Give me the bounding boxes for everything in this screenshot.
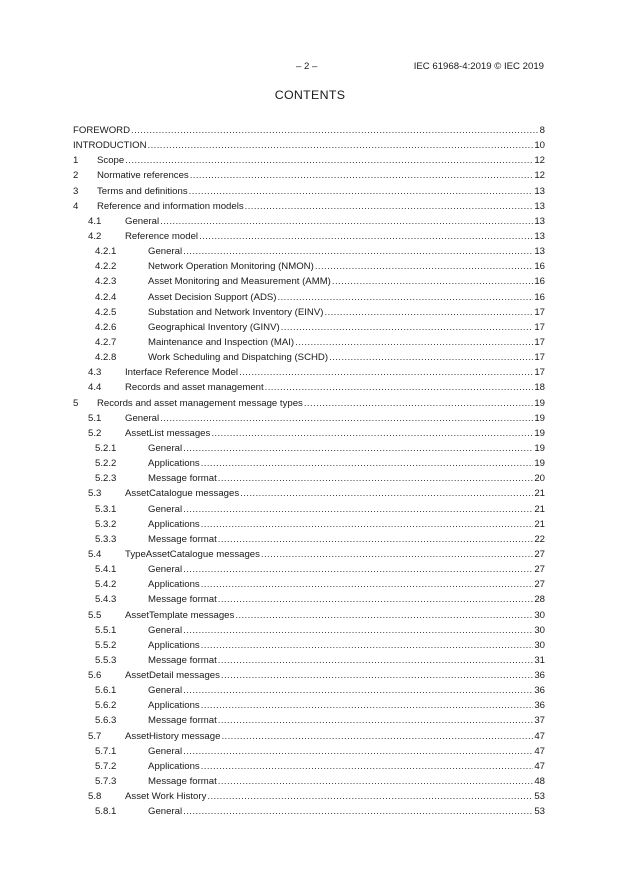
toc-entry-title: Asset Decision Support (ADS)	[148, 291, 277, 303]
toc-dot-leader	[261, 547, 533, 562]
toc-entry-number: 5.6.3	[95, 715, 117, 727]
toc-entry-number: 3	[73, 185, 79, 197]
toc-entry-page: 30	[534, 624, 545, 636]
toc-entry-number: 5.4.3	[95, 594, 117, 606]
toc-entry[interactable]	[73, 441, 545, 456]
toc-entry-number: 5.7.2	[95, 760, 117, 772]
toc-entry-number: 1	[73, 155, 79, 167]
toc-entry-number: 5.6.2	[95, 700, 117, 712]
toc-entry[interactable]	[73, 290, 545, 305]
toc-entry-number: 5.8	[88, 791, 102, 803]
toc-entry-page: 8	[539, 125, 545, 136]
toc-entry[interactable]	[73, 365, 545, 380]
toc-entry[interactable]	[73, 214, 545, 229]
page-header	[0, 61, 620, 75]
toc-entry[interactable]	[73, 623, 545, 638]
toc-entry-title: Message format	[148, 533, 217, 545]
toc-dot-leader	[183, 502, 533, 517]
toc-entry-page: 13	[534, 200, 545, 212]
toc-entry-page: 12	[534, 170, 545, 182]
toc-entry-number: 4.3	[88, 367, 102, 379]
toc-entry-title: Records and asset management message types	[97, 397, 303, 409]
toc-dot-leader	[190, 168, 534, 183]
toc-dot-leader	[183, 562, 533, 577]
toc-entry-page: 28	[534, 594, 545, 606]
toc-entry-title: Maintenance and Inspection (MAI)	[148, 336, 295, 348]
toc-dot-leader	[218, 471, 534, 486]
toc-entry-number: 4.2.6	[95, 321, 117, 333]
toc-dot-leader	[240, 486, 533, 501]
toc-entry-title: Message format	[148, 594, 217, 606]
toc-entry-number: 5.3	[88, 488, 102, 500]
toc-entry-number: 2	[73, 170, 79, 182]
toc-entry[interactable]	[73, 244, 545, 259]
toc-dot-leader	[201, 698, 534, 713]
toc-entry-title: Applications	[148, 639, 200, 651]
toc-dot-leader	[329, 350, 533, 365]
toc-entry[interactable]	[73, 168, 545, 183]
toc-entry-title: AssetCatalogue messages	[125, 488, 240, 500]
toc-entry-number: 4.2.4	[95, 291, 117, 303]
toc-entry-title: Geographical Inventory (GINV)	[148, 321, 280, 333]
toc-entry-number: 5.7	[88, 730, 102, 742]
toc-dot-leader	[281, 320, 534, 335]
toc-entry-page: 47	[534, 745, 545, 757]
toc-entry-title: Substation and Network Inventory (EINV)	[148, 306, 324, 318]
toc-entry-title: General	[148, 246, 183, 258]
toc-entry[interactable]	[73, 259, 545, 274]
toc-entry[interactable]	[73, 502, 545, 517]
toc-entry[interactable]	[73, 759, 545, 774]
toc-entry-title: General	[148, 624, 183, 636]
toc-entry-number: 5.2.1	[95, 442, 117, 454]
page-number: – 2 –	[296, 61, 318, 72]
toc-dot-leader	[332, 274, 533, 289]
toc-dot-leader	[201, 577, 534, 592]
toc-entry-title: General	[148, 564, 183, 576]
toc-entry-title: Applications	[148, 700, 200, 712]
toc-entry-number: 4.1	[88, 215, 102, 227]
toc-entry[interactable]	[73, 789, 545, 804]
toc-entry[interactable]	[73, 653, 545, 668]
toc-entry-title: Work Scheduling and Dispatching (SCHD)	[148, 352, 329, 364]
toc-dot-leader	[201, 638, 534, 653]
toc-entry-number: 4.2.8	[95, 352, 117, 364]
toc-entry-page: 13	[534, 246, 545, 258]
toc-entry-page: 36	[534, 685, 545, 697]
toc-entry[interactable]	[73, 638, 545, 653]
toc-entry-page: 30	[534, 609, 545, 621]
toc-entry[interactable]	[73, 123, 545, 138]
toc-entry-page: 37	[534, 715, 545, 727]
toc-entry-title: FOREWORD	[73, 125, 131, 136]
toc-entry[interactable]	[73, 729, 545, 744]
toc-entry[interactable]	[73, 456, 545, 471]
toc-entry-page: 19	[534, 412, 545, 424]
toc-entry-title: Records and asset management	[125, 382, 264, 394]
toc-entry[interactable]	[73, 138, 545, 153]
toc-entry-number: 5.5	[88, 609, 102, 621]
toc-entry-title: General	[148, 503, 183, 515]
toc-dot-leader	[201, 456, 534, 471]
toc-entry-page: 31	[534, 654, 545, 666]
toc-entry[interactable]	[73, 320, 545, 335]
toc-entry-title: General	[148, 806, 183, 818]
toc-entry-title: General	[148, 745, 183, 757]
toc-entry[interactable]	[73, 274, 545, 289]
toc-entry-page: 19	[534, 442, 545, 454]
toc-entry-title: AssetTemplate messages	[125, 609, 235, 621]
toc-dot-leader	[245, 199, 534, 214]
toc-entry[interactable]	[73, 486, 545, 501]
toc-entry[interactable]	[73, 153, 545, 168]
toc-dot-leader	[148, 138, 534, 153]
toc-entry-title: INTRODUCTION	[73, 140, 147, 152]
toc-dot-leader	[183, 623, 533, 638]
toc-entry-number: 5.5.3	[95, 654, 117, 666]
toc-entry[interactable]	[73, 592, 545, 607]
toc-entry-number: 5.4.1	[95, 564, 117, 576]
toc-entry-number: 5.4.2	[95, 579, 117, 591]
toc-entry-page: 16	[534, 276, 545, 288]
toc-entry-title: AssetList messages	[125, 427, 211, 439]
toc-entry[interactable]	[73, 305, 545, 320]
toc-entry[interactable]	[73, 577, 545, 592]
toc-entry-title: Reference model	[125, 230, 199, 242]
toc-dot-leader	[211, 426, 533, 441]
toc-dot-leader	[183, 744, 533, 759]
toc-entry-title: Applications	[148, 458, 200, 470]
toc-entry-page: 17	[534, 367, 545, 379]
toc-entry[interactable]	[73, 744, 545, 759]
toc-entry-page: 17	[534, 306, 545, 318]
toc-dot-leader	[160, 214, 533, 229]
toc-entry[interactable]	[73, 199, 545, 214]
toc-dot-leader	[315, 259, 534, 274]
toc-entry-title: General	[125, 412, 160, 424]
toc-entry-number: 5.5.1	[95, 624, 117, 636]
toc-entry[interactable]	[73, 426, 545, 441]
toc-entry-page: 16	[534, 261, 545, 273]
toc-dot-leader	[125, 153, 533, 168]
toc-entry-number: 5.3.3	[95, 533, 117, 545]
toc-entry[interactable]	[73, 713, 545, 728]
toc-entry-number: 5.2	[88, 427, 102, 439]
toc-entry-page: 36	[534, 700, 545, 712]
toc-entry-page: 53	[534, 806, 545, 818]
toc-entry[interactable]	[73, 683, 545, 698]
toc-entry-page: 19	[534, 458, 545, 470]
toc-entry-title: Scope	[97, 155, 125, 167]
toc-dot-leader	[183, 683, 533, 698]
toc-entry-number: 4.2.7	[95, 336, 117, 348]
toc-dot-leader	[160, 411, 533, 426]
toc-dot-leader	[201, 759, 534, 774]
toc-entry-title: Message format	[148, 715, 217, 727]
toc-entry[interactable]	[73, 335, 545, 350]
toc-entry-page: 27	[534, 564, 545, 576]
toc-entry-number: 5.7.3	[95, 776, 117, 788]
toc-entry-title: Terms and definitions	[97, 185, 188, 197]
toc-entry[interactable]	[73, 532, 545, 547]
toc-entry[interactable]	[73, 804, 545, 819]
toc-entry-number: 5.5.2	[95, 639, 117, 651]
toc-dot-leader	[183, 804, 533, 819]
toc-entry-page: 16	[534, 291, 545, 303]
toc-entry[interactable]	[73, 184, 545, 199]
toc-entry-page: 20	[534, 473, 545, 485]
toc-dot-leader	[295, 335, 533, 350]
toc-entry-number: 5.7.1	[95, 745, 117, 757]
toc-entry-number: 4	[73, 200, 79, 212]
toc-entry-number: 4.2.1	[95, 246, 117, 258]
toc-entry-title: AssetDetail messages	[125, 670, 220, 682]
toc-dot-leader	[304, 396, 533, 411]
toc-entry-number: 4.4	[88, 382, 102, 394]
toc-entry-page: 21	[534, 518, 545, 530]
toc-dot-leader	[221, 668, 533, 683]
toc-entry[interactable]	[73, 668, 545, 683]
toc-entry-page: 19	[534, 397, 545, 409]
toc-entry-page: 13	[534, 185, 545, 197]
toc-entry-title: Reference and information models	[97, 200, 244, 212]
toc-dot-leader	[324, 305, 533, 320]
toc-entry-page: 36	[534, 670, 545, 682]
toc-dot-leader	[201, 517, 534, 532]
toc-entry[interactable]	[73, 517, 545, 532]
toc-entry-title: Applications	[148, 760, 200, 772]
toc-entry-number: 4.2.3	[95, 276, 117, 288]
toc-entry-title: Interface Reference Model	[125, 367, 239, 379]
toc-entry[interactable]	[73, 350, 545, 365]
toc-entry[interactable]	[73, 396, 545, 411]
toc-entry-page: 47	[534, 760, 545, 772]
toc-entry-page: 47	[534, 730, 545, 742]
toc-entry-title: AssetHistory message	[125, 730, 221, 742]
toc-entry-number: 5.6.1	[95, 685, 117, 697]
toc-dot-leader	[183, 244, 533, 259]
toc-entry[interactable]	[73, 411, 545, 426]
toc-dot-leader	[221, 729, 533, 744]
toc-entry[interactable]	[73, 380, 545, 395]
toc-dot-leader	[239, 365, 533, 380]
toc-entry-page: 10	[534, 140, 545, 152]
toc-dot-leader	[183, 441, 533, 456]
toc-entry-number: 5.8.1	[95, 806, 117, 818]
toc-dot-leader	[207, 789, 533, 804]
toc-entry-page: 27	[534, 548, 545, 560]
toc-dot-leader	[189, 184, 534, 199]
toc-dot-leader	[199, 229, 533, 244]
toc-entry-number: 5.2.2	[95, 458, 117, 470]
toc-entry-number: 5	[73, 397, 79, 409]
toc-entry-page: 17	[534, 352, 545, 364]
toc-entry-title: Asset Monitoring and Measurement (AMM)	[148, 276, 331, 288]
toc-entry-page: 22	[534, 533, 545, 545]
toc-dot-leader	[235, 608, 533, 623]
toc-entry-title: General	[125, 215, 160, 227]
toc-entry-number: 5.4	[88, 548, 102, 560]
page-title: CONTENTS	[274, 88, 346, 102]
toc-entry-number: 5.1	[88, 412, 102, 424]
toc-entry[interactable]	[73, 471, 545, 486]
toc-dot-leader	[218, 713, 534, 728]
toc-entry-number: 4.2	[88, 230, 102, 242]
toc-dot-leader	[218, 592, 534, 607]
toc-entry-page: 13	[534, 215, 545, 227]
toc-entry-page: 30	[534, 639, 545, 651]
toc-entry-page: 17	[534, 321, 545, 333]
toc-entry-page: 18	[534, 382, 545, 394]
toc-entry[interactable]	[73, 774, 545, 789]
toc-entry[interactable]	[73, 229, 545, 244]
toc-entry-title: Applications	[148, 518, 200, 530]
toc-entry-title: General	[148, 685, 183, 697]
toc-entry-title: Message format	[148, 654, 217, 666]
table-of-contents	[73, 123, 545, 819]
toc-entry-page: 13	[534, 230, 545, 242]
toc-entry-title: Message format	[148, 473, 217, 485]
toc-entry-number: 5.3.2	[95, 518, 117, 530]
toc-entry-number: 4.2.2	[95, 261, 117, 273]
toc-entry-page: 48	[534, 776, 545, 788]
toc-entry-number: 4.2.5	[95, 306, 117, 318]
standard-reference: IEC 61968-4:2019 © IEC 2019	[413, 61, 544, 72]
toc-entry[interactable]	[73, 608, 545, 623]
toc-entry-number: 5.6	[88, 670, 102, 682]
toc-entry-title: Asset Work History	[125, 791, 207, 803]
toc-entry-page: 19	[534, 427, 545, 439]
toc-dot-leader	[265, 380, 534, 395]
toc-entry-page: 17	[534, 336, 545, 348]
toc-entry-title: Message format	[148, 776, 217, 788]
toc-dot-leader	[218, 774, 534, 789]
toc-entry-page: 12	[534, 155, 545, 167]
toc-entry-title: TypeAssetCatalogue messages	[125, 548, 260, 560]
toc-entry-number: 5.2.3	[95, 473, 117, 485]
toc-entry-page: 27	[534, 579, 545, 591]
toc-dot-leader	[218, 653, 534, 668]
toc-entry[interactable]	[73, 698, 545, 713]
toc-entry-page: 53	[534, 791, 545, 803]
toc-entry-title: Network Operation Monitoring (NMON)	[148, 261, 314, 273]
toc-dot-leader	[278, 290, 534, 305]
toc-entry[interactable]	[73, 562, 545, 577]
toc-entry-title: Applications	[148, 579, 200, 591]
toc-dot-leader	[218, 532, 534, 547]
toc-entry-page: 21	[534, 488, 545, 500]
toc-entry-page: 21	[534, 503, 545, 515]
toc-entry[interactable]	[73, 547, 545, 562]
toc-entry-title: Normative references	[97, 170, 189, 182]
toc-entry-title: General	[148, 442, 183, 454]
toc-entry-number: 5.3.1	[95, 503, 117, 515]
toc-dot-leader	[131, 123, 539, 138]
